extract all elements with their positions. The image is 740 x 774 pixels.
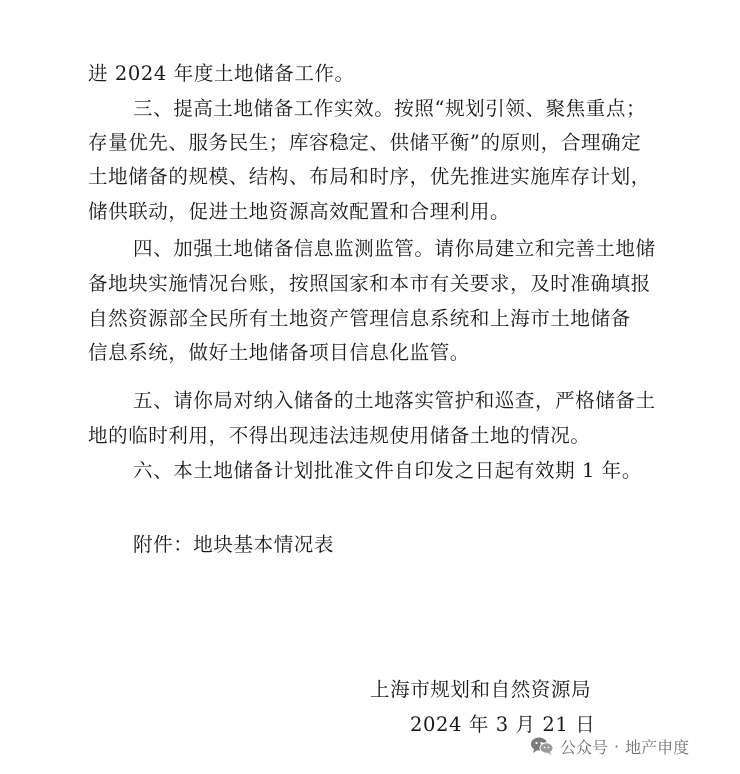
body-line: 地的临时利用，不得出现违法违规使用储备土地的情况。 [88,424,591,447]
issuer-name: 上海市规划和自然资源局 [370,678,592,701]
watermark-label: 公众号 [560,737,609,757]
body-line: 进 2024 年度土地储备工作。 [88,62,355,85]
paragraph-six: 六、本土地储备计划批准文件自印发之日起有效期 1 年。 [133,459,643,482]
body-line: 储供联动，促进土地资源高效配置和合理利用。 [88,200,511,223]
wechat-icon [530,736,554,756]
attachment-line: 附件：地块基本情况表 [133,533,335,556]
watermark-account: 地产申度 [625,737,690,757]
body-line: 信息系统，做好土地储备项目信息化监管。 [88,341,470,364]
paragraph-four-start: 四、加强土地储备信息监测监管。请你局建立和完善土地储 [133,237,656,260]
body-line: 备地块实施情况台账，按照国家和本市有关要求，及时准确填报 [88,272,651,295]
paragraph-three-start: 三、提高土地储备工作实效。按照“规划引领、聚焦重点； [133,97,647,120]
watermark [530,733,689,759]
body-line: 土地储备的规模、结构、布局和时序，优先推进实施库存计划， [88,165,651,188]
body-line: 自然资源部全民所有土地资产管理信息系统和上海市土地储备 [88,307,631,330]
issue-date: 2024 年 3 月 21 日 [410,713,596,736]
watermark-separator: · [614,736,620,756]
body-line: 存量优先、服务民生；库容稳定、供储平衡”的原则，合理确定 [88,131,642,154]
paragraph-five-start: 五、请你局对纳入储备的土地落实管护和巡查，严格储备土 [133,389,656,412]
